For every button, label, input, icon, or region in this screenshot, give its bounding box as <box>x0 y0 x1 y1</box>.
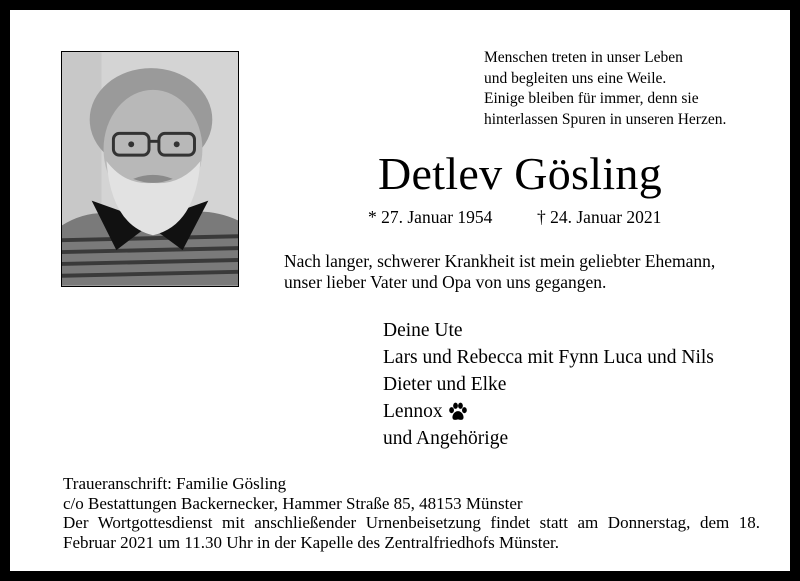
mourner-name: Deine Ute <box>383 320 463 341</box>
announcement-text <box>284 251 715 293</box>
mourner-name: und Angehörige <box>383 428 509 449</box>
mourner-line <box>383 398 714 425</box>
mourner-line <box>383 317 714 344</box>
death-date: † 24. Januar 2021 <box>537 207 662 227</box>
condolence-address: Traueranschrift: Familie Gösling <box>63 474 287 493</box>
mourner-name: Dieter und Elke <box>383 374 507 395</box>
mourner-line <box>383 371 714 398</box>
announcement-line: Nach langer, schwerer Krankheit ist mein geliebter Ehemann, <box>284 251 716 271</box>
poem-line: Einige bleiben für immer, denn sie <box>484 90 699 107</box>
mourner-line <box>383 425 714 452</box>
poem-line: hinterlassen Spuren in unseren Herzen. <box>484 110 727 128</box>
announcement-line: unser lieber Vater und Opa von uns gegangen. <box>284 272 607 292</box>
condolence-address-detail: c/o Bestattungen Backernecker, Hammer Straße 85, 48153 Münster <box>63 493 523 513</box>
birth-date: * 27. Januar 1954 <box>368 207 493 227</box>
mourner-name: Lars und Rebecca mit Fynn Luca und Nils <box>383 347 714 368</box>
mourner-name: Lennox <box>383 401 443 422</box>
footer-info <box>63 474 760 552</box>
mourner-line <box>383 344 714 371</box>
poem-line: und begleiten uns eine Weile. <box>484 69 667 87</box>
mourners-list <box>383 317 714 452</box>
paw-print-icon <box>447 401 469 423</box>
poem-line: Menschen treten in unser Leben <box>484 49 683 66</box>
memorial-poem <box>484 48 726 130</box>
service-notice: Der Wortgottesdienst mit anschließender Urnenbeisetzung findet statt am Donnerstag, dem 18. Februar 2021 um 11.30 Uhr in der Kapelle des Zentralfriedhofs Münster. <box>63 513 760 552</box>
deceased-name: Detlev Gösling <box>378 148 662 199</box>
portrait-photo <box>61 51 239 287</box>
